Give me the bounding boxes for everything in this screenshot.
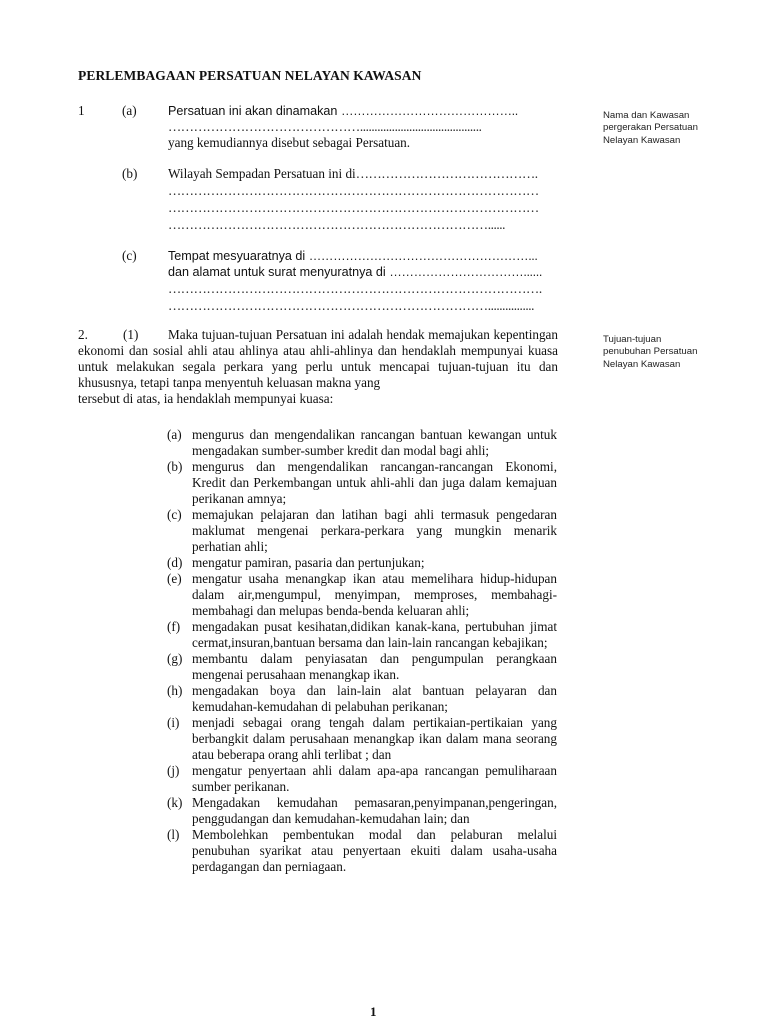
list-item-label: (i): [167, 715, 180, 730]
list-item-label: (e): [167, 571, 182, 586]
list-item-label: (b): [167, 459, 183, 474]
list-item-text: mengadakan pusat kesihatan,didikan kanak-kana, pertubuhan jimat cermat,insuran,bantuan bersama dan lain-lain rancangan kebajikan;: [192, 619, 557, 650]
list-item-label: (c): [167, 507, 182, 522]
list-item-label: (a): [167, 427, 182, 442]
side-note-1-line: Nama dan Kawasan: [603, 110, 690, 121]
list-item: [167, 459, 557, 507]
item-1b-fill-line: …………………………………….: [355, 166, 538, 181]
item-1a-line1: [168, 103, 518, 119]
page-number: 1: [370, 1004, 377, 1019]
section-2-list: [167, 427, 557, 875]
section-2-intro: [78, 327, 558, 407]
list-item-label: (l): [167, 827, 180, 842]
list-item: [167, 571, 557, 619]
item-1c-fill-line-2: ……………………………......: [389, 265, 542, 279]
section-2-intro-text: Maka tujuan-tujuan Persatuan ini adalah hendak memajukan kepentingan ekonomi dan sosial ahli atau ahlinya atau ahli-ahlinya dan hendaklah mempunyai kuasa untuk melakukan segala perkara yang perlu untuk mencapai tujuan-tujuan itu dan khususnya, tetapi tanpa menyentuh keluasan makna yang: [78, 327, 558, 390]
side-note-1-line: Nelayan Kawasan: [603, 134, 681, 146]
item-1b-text: Wilayah Sempadan Persatuan ini di: [168, 166, 356, 181]
list-item-text: mengadakan boya dan lain-lain alat bantuan pelayaran dan kemudahan-kemudahan di pelabuhan perikanan;: [192, 683, 557, 714]
item-1b-fill-line-4: …………………………………………………………………......: [168, 217, 506, 232]
list-item: [167, 619, 557, 651]
item-1c-fill-line-4: …………………………………………………………………................: [168, 298, 535, 313]
item-1b-line1: [168, 166, 538, 182]
item-1c-text-2: dan alamat untuk surat menyuratnya di: [168, 265, 386, 279]
list-item-text: mengatur penyertaan ahli dalam apa-apa rancangan pemuliharaan sumber perikanan.: [192, 763, 557, 794]
list-item-label: (f): [167, 619, 181, 634]
list-item: [167, 427, 557, 459]
list-item-text: memajukan pelajaran dan latihan bagi ahli termasuk pengedaran maklumat mengenai perkara-perkara yang mungkin menarik perhatian ahli;: [192, 507, 557, 554]
side-note-2-line: Nelayan Kawasan: [603, 358, 681, 370]
list-item-label: (j): [167, 763, 180, 778]
list-item-text: mengatur usaha menangkap ikan atau memelihara hidup-hidupan dalam air,mengumpul, menyimpan, memproses, membahagi-membahagi dan melupas benda-benda keluaran ahli;: [192, 571, 557, 618]
side-note-2: [603, 334, 697, 371]
list-item-label: (g): [167, 651, 183, 666]
list-item-text: menjadi sebagai orang tengah dalam pertikaian-pertikaian yang berbangkit dalam perusahaan menangkap ikan dalam mana seorang atau beberapa orang ahli terlibat ; dan: [192, 715, 557, 762]
list-item-text: mengurus dan mengendalikan rancangan bantuan kewangan untuk mengadakan sumber-sumber kredit dan modal bagi ahli;: [192, 427, 557, 458]
list-item: [167, 795, 557, 827]
item-1a-text: Persatuan ini akan dinamakan: [168, 104, 338, 118]
list-item: [167, 827, 557, 875]
side-note-2-line: Tujuan-tujuan: [603, 334, 662, 345]
item-1a-fill-line-2: ………………………………………..........................................: [168, 119, 482, 134]
list-item: [167, 763, 557, 795]
list-item-text: Mengadakan kemudahan pemasaran,penyimpanan,pengeringan, penggudangan dan kemudahan-kemudahan lain; dan: [192, 795, 557, 826]
item-1c-fill-line-3: …………………………………………………………………………….: [168, 281, 542, 296]
item-1a-fill-line: ……………………………………..: [340, 104, 518, 118]
document-title: PERLEMBAGAAN PERSATUAN NELAYAN KAWASAN: [78, 68, 422, 83]
item-1c-line1: [168, 248, 538, 264]
section-2-intro-last: tersebut di atas, ia hendaklah mempunyai kuasa:: [78, 391, 334, 406]
list-item-text: mengurus dan mengendalikan rancangan-rancangan Ekonomi, Kredit dan Perkembangan untuk ahli-ahli dan juga dalam kemajuan perikanan amnya;: [192, 459, 557, 506]
item-1c-text: Tempat mesyuaratnya di: [168, 249, 306, 263]
item-1b-label: (b): [122, 166, 138, 181]
list-item-label: (k): [167, 795, 183, 810]
section-1-number: 1: [78, 103, 85, 118]
list-item: [167, 651, 557, 683]
section-2-sub: (1): [123, 327, 139, 342]
item-1b-fill-line-2: ……………………………………………………………………………: [168, 183, 539, 198]
item-1a-line3: yang kemudiannya disebut sebagai Persatuan.: [168, 135, 411, 150]
list-item-text: membantu dalam penyiasatan dan pengumpulan perangkaan mengenai perusahaan menangkap ikan.: [192, 651, 557, 682]
side-note-2-line: penubuhan Persatuan: [603, 346, 698, 358]
list-item-label: (h): [167, 683, 183, 698]
item-1c-label: (c): [122, 248, 137, 263]
side-note-1-line: pergerakan Persatuan: [603, 122, 698, 134]
section-2-number: 2.: [78, 327, 88, 342]
item-1a-label: (a): [122, 103, 137, 118]
list-item: [167, 683, 557, 715]
list-item: [167, 555, 557, 571]
list-item: [167, 507, 557, 555]
list-item: [167, 715, 557, 763]
list-item-text: Membolehkan pembentukan modal dan pelaburan melalui penubuhan syarikat atau penyertaan ekuiti dalam usaha-usaha perdagangan dan perniagaan.: [192, 827, 557, 874]
side-note-1: [603, 110, 698, 147]
item-1b-fill-line-3: ……………………………………………………………………………: [168, 200, 539, 215]
list-item-label: (d): [167, 555, 183, 570]
item-1c-fill-line: ………………………………………………...: [308, 249, 538, 263]
list-item-text: mengatur pamiran, pasaria dan pertunjukan;: [192, 555, 425, 570]
item-1c-line2: [168, 264, 542, 280]
